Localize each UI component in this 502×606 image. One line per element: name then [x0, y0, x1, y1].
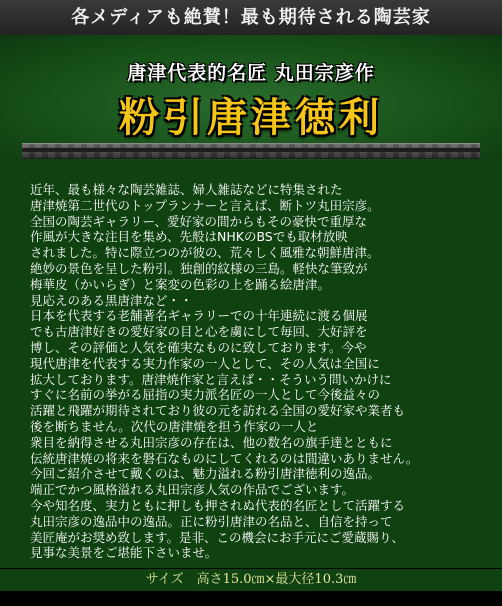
artist-subtitle: 唐津代表的名匠 丸田宗彦作 [127, 62, 375, 84]
size-info: サイズ 高さ15.0㎝×最大径10.3㎝ [0, 569, 502, 591]
top-banner: 各メディアも絶賛！最も期待される陶芸家 [0, 0, 502, 35]
decorative-divider [22, 143, 480, 159]
product-description: 近年、最も様々な陶芸雑誌、婦人雑誌などに特集された 唐津焼第二世代のトップランナーと言えば、断トツ丸田宗彦。 全国の陶芸ギャラリー、愛好家の間からもその豪快で重厚な 作風が大きな注目を集め、先般はNHKのBSでも取材放映 されました。特に際立つのが彼の、荒々しく風雅な朝鮮唐津。 絶妙の景色を呈した粉引。独創的紋様の三島。軽快な筆致が 梅華皮（かいらぎ）と案変の色彩の上を踊る絵唐津。 見応えのある黒唐津など・・ 日本を代表する老舗著名ギャラリーでの十年連続に渡る個展 でも古唐津好きの愛好家の目と心を虜にして毎回、大好評を 博し、その評価と人気を確実なものに致しております。今や 現代唐津を代表する実力作家の一人として、その人気は全国に 拡大しております。唐津焼作家と言えば・・そういう問いかけに すぐに名前の挙がる屈指の実力派名匠の一人として今後益々の 活躍と飛躍が期待されており彼の元を訪れる全国の愛好家や業者も 後を断ちません。次代の唐津焼を担う作家の一人と 衆目を納得させる丸田宗彦の存在は、他の数名の旗手達とともに 伝統唐津焼の将来を磐石なものにしてくれるのは間違いありません。 今回ご紹介させて戴くのは、魅力溢れる粉引唐津徳利の逸品。 端正でかつ風格溢れる丸田宗彦人気の作品でございます。 今や知名度、実力ともに押しも押されぬ代表的名匠として活躍する 丸田宗彦の逸品中の逸品。正に粉引唐津の名品と、自信を持って 美匠庵がお奨め致します。是非、この機会にお手元にご愛蔵賜り、 見事な美景をご堪能下さいませ。 [30, 182, 419, 561]
product-title: 粉引唐津徳利 [119, 94, 383, 141]
bottom-bar [0, 592, 502, 606]
divider-band [22, 148, 480, 152]
